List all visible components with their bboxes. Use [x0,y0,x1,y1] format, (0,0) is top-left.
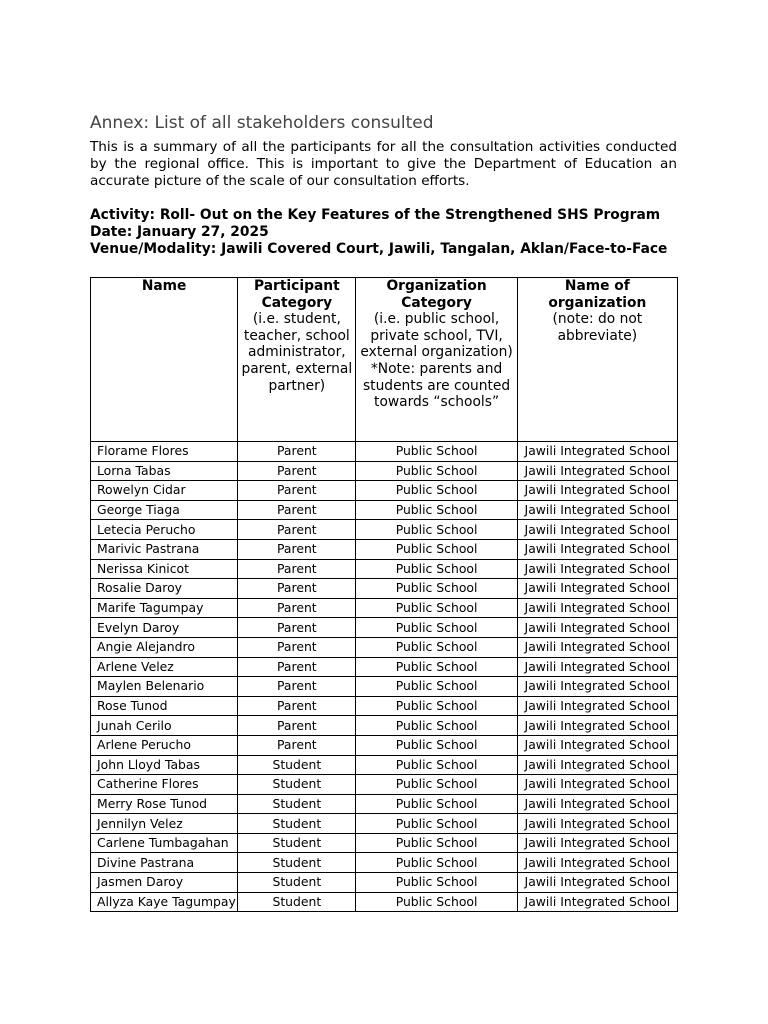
activity-details [90,207,690,258]
cell-participant-category: Parent [238,559,356,579]
cell-organization-category: Public School [356,657,517,677]
table-row [91,775,678,795]
cell-organization-name: Jawili Integrated School [517,794,677,814]
cell-organization-name: Jawili Integrated School [517,775,677,795]
table-row [91,833,678,853]
header-org-cat-title: Organization Category [386,278,487,311]
cell-name: Junah Cerilo [91,716,238,736]
cell-participant-category: Parent [238,657,356,677]
cell-organization-name: Jawili Integrated School [517,579,677,599]
table-row [91,873,678,893]
cell-participant-category: Parent [238,735,356,755]
cell-name: Divine Pastrana [91,853,238,873]
cell-name: Jennilyn Velez [91,814,238,834]
cell-organization-category: Public School [356,598,517,618]
table-row [91,696,678,716]
cell-organization-category: Public School [356,735,517,755]
cell-organization-category: Public School [356,539,517,559]
header-participant-title: Participant Category [253,278,340,311]
cell-name: Florame Flores [91,442,238,462]
cell-organization-name: Jawili Integrated School [517,618,677,638]
cell-name: Carlene Tumbagahan [91,833,238,853]
cell-name: Rowelyn Cidar [91,481,238,501]
table-row [91,657,678,677]
cell-name: George Tiaga [91,500,238,520]
header-participant-note: (i.e. student, teacher, school administrator, parent, external partner) [241,311,353,394]
table-row [91,735,678,755]
cell-participant-category: Student [238,853,356,873]
cell-name: Arlene Velez [91,657,238,677]
table-row [91,618,678,638]
header-organization-name [517,278,677,442]
table-row [91,853,678,873]
cell-organization-category: Public School [356,853,517,873]
cell-participant-category: Parent [238,539,356,559]
cell-organization-name: Jawili Integrated School [517,539,677,559]
cell-organization-category: Public School [356,579,517,599]
cell-participant-category: Student [238,814,356,834]
cell-name: Rose Tunod [91,696,238,716]
cell-organization-name: Jawili Integrated School [517,716,677,736]
cell-participant-category: Student [238,833,356,853]
cell-name: Angie Alejandro [91,637,238,657]
table-row [91,598,678,618]
cell-organization-name: Jawili Integrated School [517,814,677,834]
cell-organization-name: Jawili Integrated School [517,461,677,481]
cell-organization-category: Public School [356,637,517,657]
cell-name: Lorna Tabas [91,461,238,481]
cell-organization-name: Jawili Integrated School [517,696,677,716]
cell-organization-category: Public School [356,500,517,520]
cell-participant-category: Parent [238,696,356,716]
cell-organization-name: Jawili Integrated School [517,500,677,520]
cell-participant-category: Parent [238,481,356,501]
cell-name: Rosalie Daroy [91,579,238,599]
cell-organization-category: Public School [356,892,517,912]
cell-organization-name: Jawili Integrated School [517,637,677,657]
table-row [91,559,678,579]
cell-name: Evelyn Daroy [91,618,238,638]
cell-organization-category: Public School [356,755,517,775]
table-row [91,637,678,657]
cell-name: Jasmen Daroy [91,873,238,893]
cell-organization-category: Public School [356,618,517,638]
cell-organization-name: Jawili Integrated School [517,892,677,912]
header-participant-category [238,278,356,442]
cell-name: Allyza Kaye Tagumpay [91,892,238,912]
cell-name: Merry Rose Tunod [91,794,238,814]
cell-organization-name: Jawili Integrated School [517,442,677,462]
cell-organization-name: Jawili Integrated School [517,598,677,618]
table-row [91,716,678,736]
cell-organization-category: Public School [356,775,517,795]
cell-organization-category: Public School [356,442,517,462]
cell-organization-category: Public School [356,696,517,716]
cell-organization-name: Jawili Integrated School [517,657,677,677]
cell-name: Letecia Perucho [91,520,238,540]
cell-organization-category: Public School [356,481,517,501]
table-row [91,755,678,775]
cell-name: Maylen Belenario [91,677,238,697]
table-row [91,794,678,814]
cell-participant-category: Parent [238,461,356,481]
cell-organization-category: Public School [356,833,517,853]
cell-organization-category: Public School [356,461,517,481]
cell-organization-name: Jawili Integrated School [517,520,677,540]
header-org-cat-note: (i.e. public school, private school, TVI, external organization) [360,311,513,361]
cell-organization-name: Jawili Integrated School [517,481,677,501]
cell-organization-name: Jawili Integrated School [517,853,677,873]
stakeholders-table [90,277,678,912]
cell-participant-category: Parent [238,716,356,736]
cell-name: John Lloyd Tabas [91,755,238,775]
cell-participant-category: Parent [238,598,356,618]
cell-participant-category: Parent [238,520,356,540]
header-name-title: Name [141,278,187,294]
activity-line: Activity: Roll- Out on the Key Features of the Strengthened SHS Program [90,207,661,223]
cell-participant-category: Student [238,775,356,795]
cell-name: Marife Tagumpay [91,598,238,618]
cell-organization-name: Jawili Integrated School [517,735,677,755]
cell-organization-name: Jawili Integrated School [517,559,677,579]
table-row [91,892,678,912]
cell-organization-category: Public School [356,559,517,579]
table-row [91,539,678,559]
cell-organization-name: Jawili Integrated School [517,873,677,893]
cell-organization-category: Public School [356,677,517,697]
cell-organization-name: Jawili Integrated School [517,755,677,775]
table-row [91,500,678,520]
cell-organization-category: Public School [356,873,517,893]
cell-organization-category: Public School [356,716,517,736]
cell-organization-name: Jawili Integrated School [517,677,677,697]
table-row [91,579,678,599]
date-line: Date: January 27, 2025 [90,224,269,240]
cell-organization-name: Jawili Integrated School [517,833,677,853]
cell-participant-category: Student [238,794,356,814]
cell-name: Arlene Perucho [91,735,238,755]
cell-participant-category: Parent [238,637,356,657]
cell-participant-category: Parent [238,500,356,520]
cell-participant-category: Parent [238,442,356,462]
table-row [91,461,678,481]
header-org-cat-extra: *Note: parents and students are counted towards “schools” [362,360,511,411]
table-row [91,481,678,501]
table-row [91,677,678,697]
cell-participant-category: Parent [238,618,356,638]
table-row [91,520,678,540]
cell-organization-category: Public School [356,520,517,540]
venue-line: Venue/Modality: Jawili Covered Court, Jawili, Tangalan, Aklan/Face-to-Face [90,241,668,257]
cell-name: Marivic Pastrana [91,539,238,559]
table-row [91,442,678,462]
header-org-name-title: Name of organization [548,278,647,311]
header-org-name-note: (note: do not abbreviate) [552,311,643,344]
intro-paragraph: This is a summary of all the participants for all the consultation activities conducted by the regional office. This is important to give the Department of Education an accurate picture of the scale of our consultation efforts. [90,139,677,189]
cell-name: Catherine Flores [91,775,238,795]
cell-participant-category: Student [238,755,356,775]
table-header-row [91,278,678,442]
cell-participant-category: Parent [238,579,356,599]
cell-name: Nerissa Kinicot [91,559,238,579]
header-name [91,278,238,442]
cell-organization-category: Public School [356,814,517,834]
annex-title: Annex: List of all stakeholders consulted [90,113,434,133]
cell-organization-category: Public School [356,794,517,814]
cell-participant-category: Student [238,873,356,893]
header-organization-category [356,278,517,442]
table-row [91,814,678,834]
cell-participant-category: Parent [238,677,356,697]
cell-participant-category: Student [238,892,356,912]
